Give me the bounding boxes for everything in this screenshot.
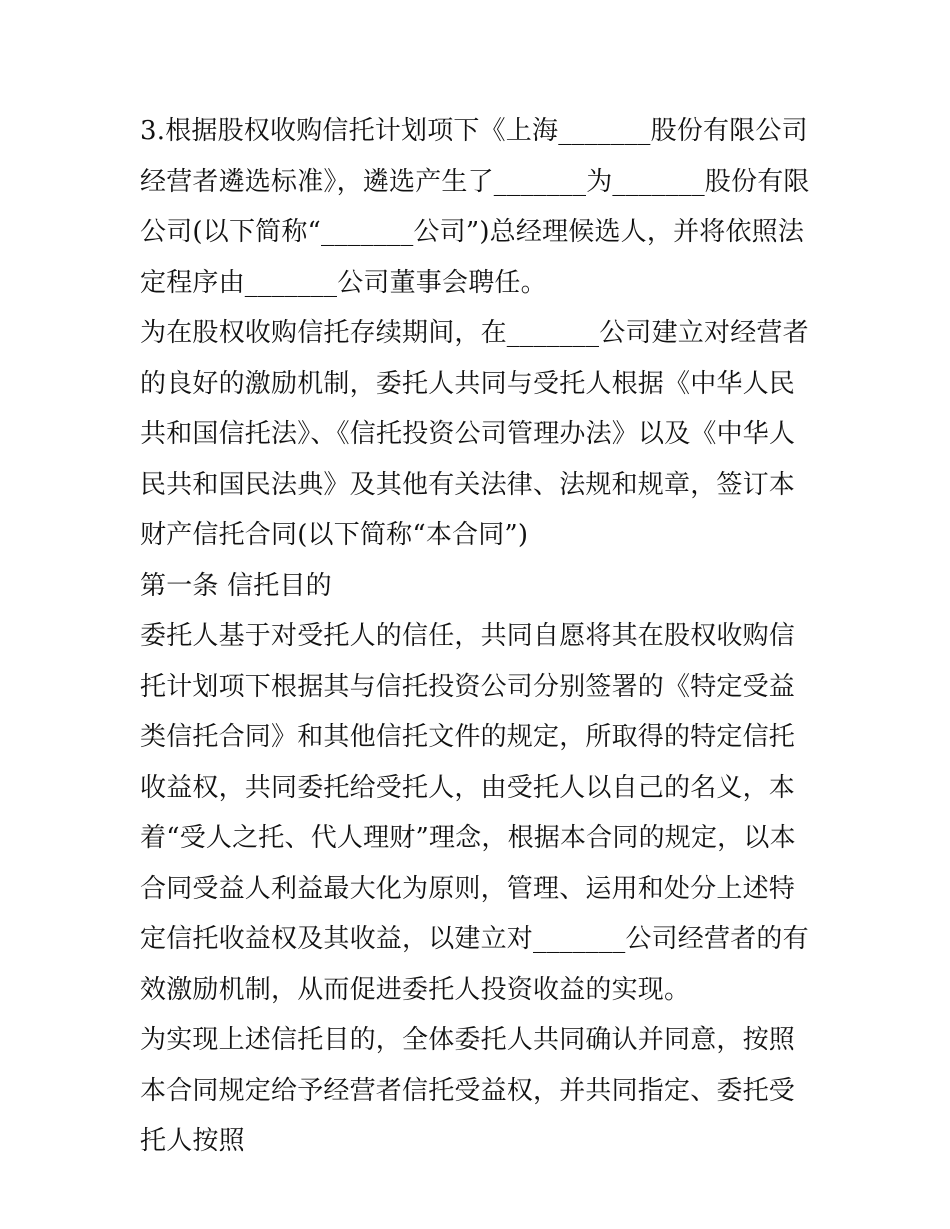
article-one-heading: 第一条 信托目的 bbox=[140, 570, 332, 601]
document-body bbox=[140, 106, 820, 1167]
paragraph-confirmation: 为实现上述信托目的，全体委托人共同确认并同意，按照本合同规定给予经营者信托受益权，并共同指定、委托受托人按照 bbox=[140, 1025, 796, 1156]
paragraph-clause-3: 3.根据股权收购信托计划项下《上海_______股份有限公司经营者遴选标准》，遴选产生了_______为_______股份有限公司(以下简称“_______公司”)总经理候选人，并将依照法定程序由_______公司董事会聘任。 bbox=[140, 116, 810, 298]
paragraph-trust-purpose: 委托人基于对受托人的信任，共同自愿将其在股权收购信托计划项下根据其与信托投资公司分别签署的《特定受益类信托合同》和其他信托文件的规定，所取得的特定信托收益权，共同委托给受托人，由受托人以自己的名义，本着“受人之托、代人理财”理念，根据本合同的规定，以本合同受益人利益最大化为原则，管理、运用和处分上述特定信托收益权及其收益，以建立对_______公司经营者的有效激励机制，从而促进委托人投资收益的实现。 bbox=[140, 621, 809, 1005]
paragraph-purpose-intro: 为在股权收购信托存续期间，在_______公司建立对经营者的良好的激励机制，委托人共同与受托人根据《中华人民共和国信托法》、《信托投资公司管理办法》以及《中华人民共和国民法典》及其他有关法律、法规和规章，签订本财产信托合同(以下简称“本合同”) bbox=[140, 318, 809, 550]
